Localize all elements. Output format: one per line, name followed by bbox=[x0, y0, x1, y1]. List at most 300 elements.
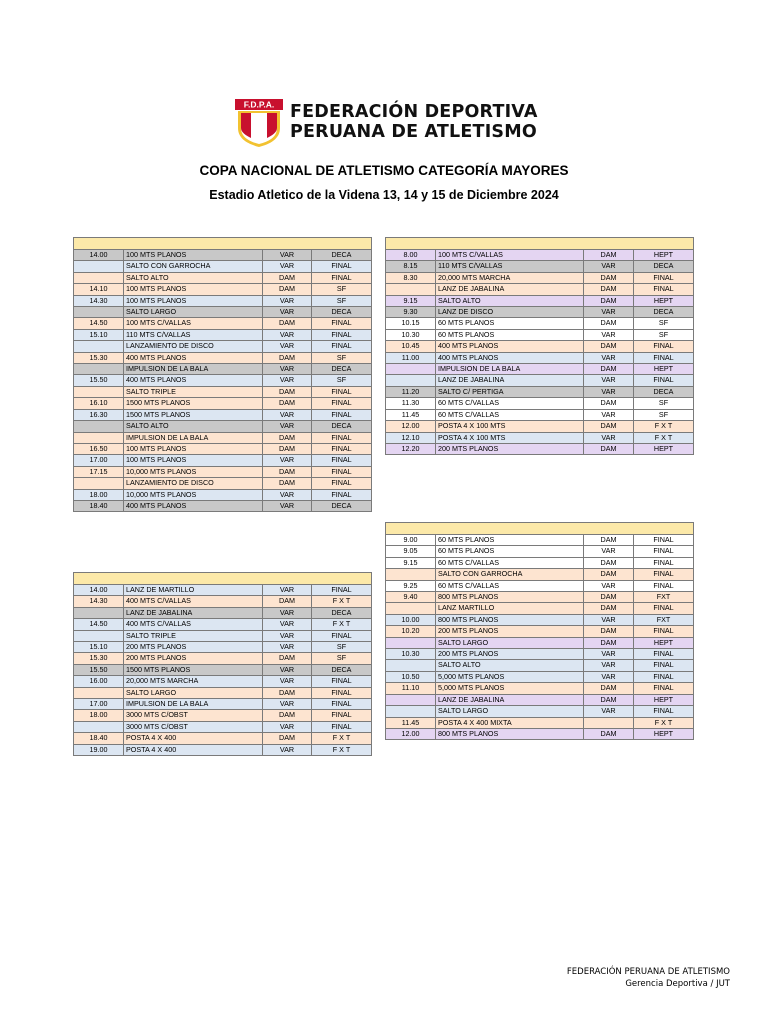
event-gender: DAM bbox=[584, 535, 634, 546]
event-round: F X T bbox=[312, 733, 372, 744]
event-gender: VAR bbox=[584, 546, 634, 557]
event-name: 110 MTS C/VALLAS bbox=[124, 329, 263, 340]
table-row bbox=[386, 706, 694, 717]
event-gender: DAM bbox=[263, 432, 312, 443]
table-row bbox=[386, 614, 694, 625]
event-name: SALTO ALTO bbox=[436, 295, 584, 306]
event-name: IMPULSION DE LA BALA bbox=[124, 432, 263, 443]
event-time: 8.30 bbox=[386, 272, 436, 283]
table-row bbox=[386, 728, 694, 739]
event-round: FINAL bbox=[634, 546, 694, 557]
event-time: 15.50 bbox=[74, 375, 124, 386]
event-time: 9.25 bbox=[386, 580, 436, 591]
table-row bbox=[74, 630, 372, 641]
event-name: LANZ DE JABALINA bbox=[436, 694, 584, 705]
event-round: F X T bbox=[312, 619, 372, 630]
event-round: F X T bbox=[634, 432, 694, 443]
event-round: HEPT bbox=[634, 694, 694, 705]
event-round: HEPT bbox=[634, 728, 694, 739]
event-name: LANZ DE JABALINA bbox=[124, 607, 263, 618]
event-gender: VAR bbox=[263, 341, 312, 352]
table-row bbox=[386, 398, 694, 409]
table-row bbox=[74, 409, 372, 420]
event-name: LANZ DE MARTILLO bbox=[124, 585, 263, 596]
event-round: FINAL bbox=[312, 585, 372, 596]
event-name: 60 MTS PLANOS bbox=[436, 535, 584, 546]
table-row bbox=[74, 596, 372, 607]
event-gender: DAM bbox=[263, 710, 312, 721]
event-gender: VAR bbox=[263, 307, 312, 318]
event-name: LANZAMIENTO DE DISCO bbox=[124, 478, 263, 489]
event-round: FINAL bbox=[634, 626, 694, 637]
event-time bbox=[74, 307, 124, 318]
event-gender: DAM bbox=[584, 694, 634, 705]
event-time: 10.45 bbox=[386, 341, 436, 352]
table-row bbox=[386, 432, 694, 443]
event-name: 100 MTS PLANOS bbox=[124, 455, 263, 466]
event-time: 10.30 bbox=[386, 649, 436, 660]
event-round: FINAL bbox=[634, 603, 694, 614]
event-time bbox=[74, 432, 124, 443]
table-row bbox=[74, 432, 372, 443]
event-round: FINAL bbox=[312, 721, 372, 732]
event-gender: VAR bbox=[584, 580, 634, 591]
table-row bbox=[386, 626, 694, 637]
table-row bbox=[74, 443, 372, 454]
table-row bbox=[74, 607, 372, 618]
table-header-row bbox=[386, 238, 694, 250]
table-row bbox=[74, 455, 372, 466]
event-gender: DAM bbox=[263, 318, 312, 329]
event-gender: VAR bbox=[584, 352, 634, 363]
event-time: 18.40 bbox=[74, 733, 124, 744]
event-name: 400 MTS PLANOS bbox=[436, 352, 584, 363]
event-round: FINAL bbox=[312, 710, 372, 721]
table-row bbox=[386, 375, 694, 386]
event-gender: VAR bbox=[263, 744, 312, 755]
event-gender: DAM bbox=[584, 637, 634, 648]
footer bbox=[567, 966, 730, 990]
table-row bbox=[386, 386, 694, 397]
event-name: 200 MTS PLANOS bbox=[124, 642, 263, 653]
event-round: SF bbox=[634, 398, 694, 409]
event-name: 60 MTS C/VALLAS bbox=[436, 580, 584, 591]
table-row bbox=[386, 603, 694, 614]
event-gender: DAM bbox=[263, 352, 312, 363]
table-row bbox=[74, 261, 372, 272]
event-round: FINAL bbox=[312, 455, 372, 466]
event-gender: DAM bbox=[263, 443, 312, 454]
event-time: 19.00 bbox=[74, 744, 124, 755]
event-name: 5,000 MTS PLANOS bbox=[436, 671, 584, 682]
event-round: FINAL bbox=[312, 443, 372, 454]
event-gender: DAM bbox=[584, 398, 634, 409]
event-name: 200 MTS PLANOS bbox=[124, 653, 263, 664]
event-name: 3000 MTS C/OBST bbox=[124, 721, 263, 732]
event-round: DECA bbox=[634, 261, 694, 272]
org-name bbox=[290, 102, 538, 142]
table-row bbox=[74, 329, 372, 340]
event-gender: VAR bbox=[584, 261, 634, 272]
event-time: 9.05 bbox=[386, 546, 436, 557]
table-row bbox=[74, 500, 372, 511]
event-round: HEPT bbox=[634, 443, 694, 454]
event-gender: DAM bbox=[584, 728, 634, 739]
event-round: FINAL bbox=[312, 272, 372, 283]
event-name: 100 MTS C/VALLAS bbox=[124, 318, 263, 329]
event-round: SF bbox=[634, 409, 694, 420]
event-time bbox=[74, 364, 124, 375]
table-row bbox=[386, 284, 694, 295]
table-row bbox=[386, 318, 694, 329]
event-name: POSTA 4 X 400 bbox=[124, 744, 263, 755]
event-gender: VAR bbox=[584, 649, 634, 660]
event-round: HEPT bbox=[634, 364, 694, 375]
event-round: FINAL bbox=[634, 557, 694, 568]
event-name: IMPULSION DE LA BALA bbox=[124, 699, 263, 710]
event-gender: VAR bbox=[584, 660, 634, 671]
event-time: 10.50 bbox=[386, 671, 436, 682]
event-gender: VAR bbox=[584, 329, 634, 340]
event-gender: VAR bbox=[263, 489, 312, 500]
event-name: LANZ DE DISCO bbox=[436, 307, 584, 318]
event-name: 400 MTS PLANOS bbox=[124, 500, 263, 511]
event-round: F X T bbox=[312, 744, 372, 755]
event-time: 11.20 bbox=[386, 386, 436, 397]
event-time bbox=[386, 706, 436, 717]
event-gender: VAR bbox=[263, 421, 312, 432]
event-name: 60 MTS C/VALLAS bbox=[436, 557, 584, 568]
event-time: 10.15 bbox=[386, 318, 436, 329]
event-time: 11.30 bbox=[386, 398, 436, 409]
table-row bbox=[74, 478, 372, 489]
event-gender: DAM bbox=[584, 295, 634, 306]
event-time bbox=[74, 341, 124, 352]
event-gender: DAM bbox=[584, 421, 634, 432]
table-row bbox=[74, 687, 372, 698]
table-row bbox=[74, 585, 372, 596]
event-gender: VAR bbox=[584, 307, 634, 318]
logo-text: F.D.P.A. bbox=[243, 99, 275, 110]
table-row bbox=[74, 284, 372, 295]
event-name: IMPULSION DE LA BALA bbox=[436, 364, 584, 375]
event-gender: DAM bbox=[263, 284, 312, 295]
event-round: DECA bbox=[312, 421, 372, 432]
event-time: 18.40 bbox=[74, 500, 124, 511]
table-row bbox=[74, 318, 372, 329]
event-gender: VAR bbox=[263, 676, 312, 687]
event-time: 9.30 bbox=[386, 307, 436, 318]
event-name: SALTO C/ PERTIGA bbox=[436, 386, 584, 397]
event-name: LANZ DE JABALINA bbox=[436, 284, 584, 295]
event-round: FINAL bbox=[634, 660, 694, 671]
event-name: 60 MTS PLANOS bbox=[436, 329, 584, 340]
event-round: SF bbox=[634, 329, 694, 340]
event-name: 400 MTS C/VALLAS bbox=[124, 596, 263, 607]
event-gender: VAR bbox=[263, 375, 312, 386]
event-round: SF bbox=[312, 375, 372, 386]
event-time: 16.10 bbox=[74, 398, 124, 409]
table-row bbox=[386, 671, 694, 682]
event-round: FINAL bbox=[634, 375, 694, 386]
table-row bbox=[386, 535, 694, 546]
event-name: 100 MTS C/VALLAS bbox=[436, 250, 584, 261]
event-name: 10,000 MTS PLANOS bbox=[124, 466, 263, 477]
event-round: FINAL bbox=[634, 341, 694, 352]
table-row bbox=[74, 676, 372, 687]
event-name: POSTA 4 X 100 MTS bbox=[436, 421, 584, 432]
org-line-1: FEDERACIÓN DEPORTIVA bbox=[290, 102, 538, 122]
event-gender: VAR bbox=[263, 409, 312, 420]
table-row bbox=[386, 443, 694, 454]
page-subtitle: Estadio Atletico de la Videna 13, 14 y 15 de Diciembre 2024 bbox=[209, 188, 559, 202]
page-title: COPA NACIONAL DE ATLETISMO CATEGORÍA MAYORES bbox=[199, 163, 569, 178]
event-round: FINAL bbox=[312, 466, 372, 477]
event-round: FINAL bbox=[634, 535, 694, 546]
event-name: 400 MTS PLANOS bbox=[436, 341, 584, 352]
fdpa-shield-icon bbox=[234, 98, 284, 148]
table-row bbox=[74, 398, 372, 409]
event-gender: DAM bbox=[263, 398, 312, 409]
event-time: 14.30 bbox=[74, 596, 124, 607]
event-gender: DAM bbox=[584, 250, 634, 261]
event-time: 17.00 bbox=[74, 455, 124, 466]
event-gender: DAM bbox=[584, 272, 634, 283]
table-row bbox=[74, 295, 372, 306]
table-row bbox=[386, 592, 694, 603]
event-time: 11.10 bbox=[386, 683, 436, 694]
event-name: 800 MTS PLANOS bbox=[436, 592, 584, 603]
event-gender: DAM bbox=[584, 626, 634, 637]
event-gender: DAM bbox=[584, 592, 634, 603]
event-gender: VAR bbox=[263, 329, 312, 340]
event-round: DECA bbox=[312, 607, 372, 618]
event-round: DECA bbox=[312, 664, 372, 675]
table-row bbox=[74, 642, 372, 653]
event-time bbox=[386, 364, 436, 375]
event-time: 15.50 bbox=[74, 664, 124, 675]
event-round: SF bbox=[312, 642, 372, 653]
event-name: SALTO ALTO bbox=[436, 660, 584, 671]
event-round: FINAL bbox=[634, 580, 694, 591]
event-round: FINAL bbox=[312, 687, 372, 698]
event-time: 8.15 bbox=[386, 261, 436, 272]
event-name: 60 MTS PLANOS bbox=[436, 318, 584, 329]
event-name: SALTO CON GARROCHA bbox=[436, 569, 584, 580]
event-name: 60 MTS C/VALLAS bbox=[436, 409, 584, 420]
event-time: 12.20 bbox=[386, 443, 436, 454]
event-time: 15.10 bbox=[74, 329, 124, 340]
event-name: 1500 MTS PLANOS bbox=[124, 409, 263, 420]
event-round: FINAL bbox=[312, 432, 372, 443]
event-name: 800 MTS PLANOS bbox=[436, 614, 584, 625]
event-gender: VAR bbox=[584, 375, 634, 386]
event-round: FINAL bbox=[312, 261, 372, 272]
event-gender: VAR bbox=[584, 432, 634, 443]
table-row bbox=[386, 272, 694, 283]
table-row bbox=[74, 386, 372, 397]
schedule-table-top-right bbox=[385, 237, 694, 455]
event-round: FINAL bbox=[634, 284, 694, 295]
event-time: 9.40 bbox=[386, 592, 436, 603]
event-name: 100 MTS PLANOS bbox=[124, 443, 263, 454]
event-round: F X T bbox=[634, 421, 694, 432]
event-round: DECA bbox=[634, 386, 694, 397]
event-round: DECA bbox=[634, 307, 694, 318]
event-gender: VAR bbox=[584, 706, 634, 717]
event-round: FINAL bbox=[312, 386, 372, 397]
event-name: POSTA 4 X 400 bbox=[124, 733, 263, 744]
event-name: 200 MTS PLANOS bbox=[436, 649, 584, 660]
event-time bbox=[74, 272, 124, 283]
table-row bbox=[74, 466, 372, 477]
event-time: 12.00 bbox=[386, 728, 436, 739]
event-name: SALTO TRIPLE bbox=[124, 630, 263, 641]
event-gender: DAM bbox=[584, 364, 634, 375]
event-gender: DAM bbox=[584, 557, 634, 568]
event-time: 14.50 bbox=[74, 318, 124, 329]
org-line-2: PERUANA DE ATLETISMO bbox=[290, 122, 537, 142]
event-name: SALTO ALTO bbox=[124, 272, 263, 283]
event-name: SALTO LARGO bbox=[124, 307, 263, 318]
event-name: POSTA 4 X 400 MIXTA bbox=[436, 717, 584, 728]
event-name: 400 MTS C/VALLAS bbox=[124, 619, 263, 630]
table-row bbox=[386, 569, 694, 580]
event-gender: DAM bbox=[263, 466, 312, 477]
table-row bbox=[386, 580, 694, 591]
event-round: FINAL bbox=[312, 676, 372, 687]
event-time: 8.00 bbox=[386, 250, 436, 261]
table-header-row bbox=[74, 573, 372, 585]
table-row bbox=[74, 699, 372, 710]
event-round: F X T bbox=[634, 717, 694, 728]
event-time: 15.10 bbox=[74, 642, 124, 653]
event-name: SALTO LARGO bbox=[124, 687, 263, 698]
event-name: LANZ MARTILLO bbox=[436, 603, 584, 614]
event-time: 14.50 bbox=[74, 619, 124, 630]
table-row bbox=[74, 721, 372, 732]
table-row bbox=[386, 649, 694, 660]
event-time: 10.20 bbox=[386, 626, 436, 637]
event-time bbox=[386, 694, 436, 705]
event-round: FINAL bbox=[634, 671, 694, 682]
event-name: SALTO LARGO bbox=[436, 706, 584, 717]
event-time bbox=[386, 569, 436, 580]
event-time bbox=[386, 660, 436, 671]
event-round: FINAL bbox=[312, 630, 372, 641]
event-time: 11.45 bbox=[386, 717, 436, 728]
event-time: 16.00 bbox=[74, 676, 124, 687]
event-time: 14.00 bbox=[74, 250, 124, 261]
event-gender: VAR bbox=[263, 721, 312, 732]
table-row bbox=[386, 295, 694, 306]
table-row bbox=[74, 352, 372, 363]
event-time: 16.50 bbox=[74, 443, 124, 454]
event-name: 800 MTS PLANOS bbox=[436, 728, 584, 739]
event-round: FINAL bbox=[312, 329, 372, 340]
table-row bbox=[386, 637, 694, 648]
table-row bbox=[386, 660, 694, 671]
event-gender: VAR bbox=[263, 607, 312, 618]
event-name: 400 MTS PLANOS bbox=[124, 375, 263, 386]
event-time: 14.30 bbox=[74, 295, 124, 306]
event-time: 16.30 bbox=[74, 409, 124, 420]
event-gender: VAR bbox=[263, 699, 312, 710]
event-gender: DAM bbox=[584, 569, 634, 580]
event-time: 15.30 bbox=[74, 653, 124, 664]
event-gender: DAM bbox=[263, 687, 312, 698]
event-round: SF bbox=[634, 318, 694, 329]
event-round: F X T bbox=[312, 596, 372, 607]
event-time bbox=[386, 375, 436, 386]
event-round: SF bbox=[312, 352, 372, 363]
event-time bbox=[74, 607, 124, 618]
event-gender: VAR bbox=[263, 295, 312, 306]
table-row bbox=[74, 619, 372, 630]
table-row bbox=[74, 733, 372, 744]
event-time: 9.15 bbox=[386, 557, 436, 568]
event-gender: VAR bbox=[263, 261, 312, 272]
table-row bbox=[386, 250, 694, 261]
event-name: 5,000 MTS PLANOS bbox=[436, 683, 584, 694]
event-gender: VAR bbox=[263, 250, 312, 261]
event-round: FXT bbox=[634, 592, 694, 603]
event-round: FINAL bbox=[634, 352, 694, 363]
event-gender: VAR bbox=[584, 386, 634, 397]
event-gender: VAR bbox=[263, 364, 312, 375]
event-round: FINAL bbox=[312, 699, 372, 710]
event-name: IMPULSION DE LA BALA bbox=[124, 364, 263, 375]
event-round: FINAL bbox=[312, 398, 372, 409]
event-name: LANZAMIENTO DE DISCO bbox=[124, 341, 263, 352]
event-name: 200 MTS PLANOS bbox=[436, 443, 584, 454]
event-time bbox=[74, 421, 124, 432]
event-round: DECA bbox=[312, 364, 372, 375]
event-round: HEPT bbox=[634, 637, 694, 648]
table-row bbox=[74, 272, 372, 283]
fdpa-logo bbox=[234, 98, 284, 148]
table-row bbox=[386, 261, 694, 272]
event-round: FINAL bbox=[634, 683, 694, 694]
event-round: FINAL bbox=[634, 706, 694, 717]
event-name: 60 MTS C/VALLAS bbox=[436, 398, 584, 409]
event-gender: DAM bbox=[263, 733, 312, 744]
event-gender: VAR bbox=[263, 664, 312, 675]
event-round: HEPT bbox=[634, 295, 694, 306]
event-gender: DAM bbox=[263, 272, 312, 283]
table-row bbox=[386, 546, 694, 557]
table-row bbox=[386, 329, 694, 340]
schedule-table-top-left bbox=[73, 237, 372, 512]
table-row bbox=[74, 250, 372, 261]
event-round: FINAL bbox=[634, 272, 694, 283]
event-time: 11.45 bbox=[386, 409, 436, 420]
event-round: SF bbox=[312, 295, 372, 306]
event-time: 11.00 bbox=[386, 352, 436, 363]
footer-department: Gerencia Deportiva / JUT bbox=[625, 979, 730, 989]
event-round: FINAL bbox=[312, 341, 372, 352]
table-row bbox=[386, 352, 694, 363]
event-time bbox=[74, 630, 124, 641]
table-row bbox=[386, 409, 694, 420]
table-row bbox=[74, 489, 372, 500]
event-gender: VAR bbox=[584, 614, 634, 625]
event-name: 1500 MTS PLANOS bbox=[124, 664, 263, 675]
table-row bbox=[74, 307, 372, 318]
event-name: 20,000 MTS MARCHA bbox=[124, 676, 263, 687]
event-time: 14.10 bbox=[74, 284, 124, 295]
table-row bbox=[74, 744, 372, 755]
